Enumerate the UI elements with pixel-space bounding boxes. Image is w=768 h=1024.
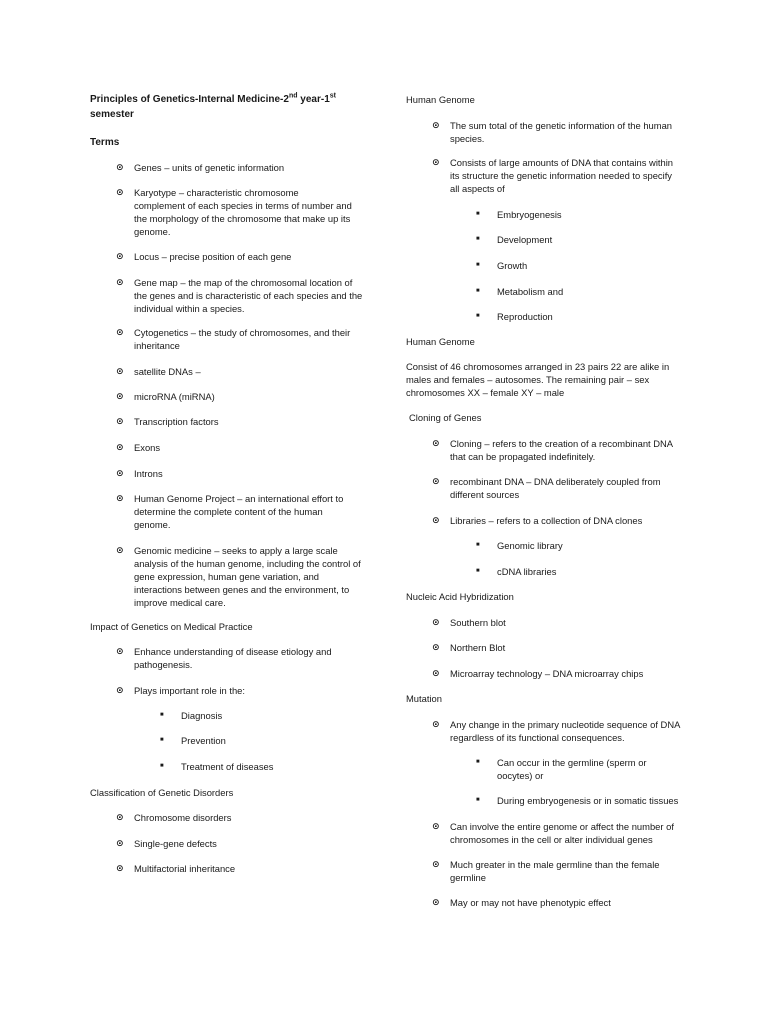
list-item: ⊙ May or may not have phenotypic effect	[432, 897, 611, 908]
bullet-circle-icon: ⊙	[432, 821, 440, 831]
list-item: ⊙ Introns	[116, 468, 163, 479]
bullet-circle-icon: ⊙	[116, 646, 124, 656]
section-heading: Human Genome	[406, 94, 475, 105]
list-item: ⊙ Any change in the primary nucleotide sequence of DNA regardless of its functional consequences.	[432, 719, 680, 743]
section-heading: Cloning of Genes	[409, 412, 482, 423]
list-item: ⊙ Genomic medicine – seeks to apply a large scale analysis of the human genome, including the control of gene expression, human gene variation, and interactions between genes and the environment, to improve medical care.	[116, 545, 361, 608]
section-heading: Terms	[90, 137, 120, 148]
sub-list-item: ■ Can occur in the germline (sperm or oocytes) or	[476, 757, 647, 781]
bullet-square-icon: ■	[476, 313, 480, 319]
bullet-circle-icon: ⊙	[116, 251, 124, 261]
bullet-circle-icon: ⊙	[116, 545, 124, 555]
bullet-circle-icon: ⊙	[116, 416, 124, 426]
section-heading: Human Genome	[406, 336, 475, 347]
sub-list-item: ■ cDNA libraries	[476, 566, 557, 577]
list-item: ⊙ Much greater in the male germline than the female germline	[432, 859, 660, 883]
list-item: ⊙ Southern blot	[432, 617, 506, 628]
paragraph: Consist of 46 chromosomes arranged in 23 pairs 22 are alike in males and females – autosomes. The remaining pair – sex chromosomes XX – female XY – male	[406, 361, 670, 398]
list-item: ⊙ Single-gene defects	[116, 838, 217, 849]
bullet-circle-icon: ⊙	[116, 162, 124, 172]
list-item: ⊙ Cloning – refers to the creation of a recombinant DNA that can be propagated indefinitely.	[432, 438, 673, 462]
list-item: ⊙ Enhance understanding of disease etiology and pathogenesis.	[116, 646, 332, 670]
bullet-circle-icon: ⊙	[116, 277, 124, 287]
bullet-circle-icon: ⊙	[432, 438, 440, 448]
section-heading: Classification of Genetic Disorders	[90, 787, 234, 798]
title-superscript: st	[329, 92, 336, 100]
sub-list-item: ■ Development	[476, 234, 553, 245]
list-item: ⊙ Chromosome disorders	[116, 812, 232, 823]
bullet-square-icon: ■	[476, 236, 480, 242]
title-text: Principles of Genetics-Internal Medicine-2	[90, 94, 289, 105]
section-heading: Mutation	[406, 693, 442, 704]
bullet-circle-icon: ⊙	[432, 719, 440, 729]
bullet-circle-icon: ⊙	[432, 859, 440, 869]
bullet-circle-icon: ⊙	[116, 327, 124, 337]
bullet-square-icon: ■	[476, 542, 480, 548]
document-title	[90, 92, 350, 122]
sub-list-item: ■ Diagnosis	[160, 710, 223, 721]
list-item: ⊙ Exons	[116, 442, 161, 453]
sub-list-item: ■ Growth	[476, 260, 528, 271]
list-item: ⊙ Can involve the entire genome or affect the number of chromosomes in the cell or alter individual genes	[432, 821, 674, 845]
sub-list-item: ■ Genomic library	[476, 540, 563, 551]
bullet-circle-icon: ⊙	[116, 863, 124, 873]
bullet-square-icon: ■	[160, 712, 164, 718]
list-item: ⊙ Human Genome Project – an international effort to determine the complete content of the human genome.	[116, 493, 344, 530]
list-item: ⊙ Multifactorial inheritance	[116, 863, 236, 874]
bullet-square-icon: ■	[476, 759, 480, 765]
bullet-circle-icon: ⊙	[432, 642, 440, 652]
bullet-square-icon: ■	[476, 797, 480, 803]
list-item: ⊙ Consists of large amounts of DNA that contains within its structure the genetic information needed to specify all aspects of	[432, 157, 674, 194]
bullet-circle-icon: ⊙	[432, 515, 440, 525]
bullet-square-icon: ■	[476, 211, 480, 217]
title-text: year-1	[297, 94, 330, 105]
bullet-square-icon: ■	[160, 737, 164, 743]
bullet-circle-icon: ⊙	[116, 468, 124, 478]
bullet-square-icon: ■	[476, 568, 480, 574]
list-item: ⊙ Cytogenetics – the study of chromosomes, and their inheritance	[116, 327, 351, 351]
sub-list-item: ■ Treatment of diseases	[160, 761, 274, 772]
section-heading: Nucleic Acid Hybridization	[406, 591, 514, 602]
sub-list-item: ■ During embryogenesis or in somatic tissues	[476, 795, 679, 806]
bullet-circle-icon: ⊙	[116, 187, 124, 197]
bullet-circle-icon: ⊙	[432, 476, 440, 486]
list-item: ⊙ recombinant DNA – DNA deliberately coupled from different sources	[432, 476, 661, 500]
list-item: ⊙ Genes – units of genetic information	[116, 162, 285, 173]
list-item: ⊙ Karyotype – characteristic chromosome complement of each species in terms of number and the morphology of the chromosome that make up its genome.	[116, 187, 352, 237]
bullet-circle-icon: ⊙	[116, 685, 124, 695]
bullet-circle-icon: ⊙	[116, 493, 124, 503]
bullet-circle-icon: ⊙	[116, 391, 124, 401]
bullet-circle-icon: ⊙	[116, 838, 124, 848]
list-item: ⊙ The sum total of the genetic information of the human species.	[432, 120, 673, 144]
bullet-circle-icon: ⊙	[116, 442, 124, 452]
bullet-circle-icon: ⊙	[432, 617, 440, 627]
section-heading: Impact of Genetics on Medical Practice	[90, 621, 253, 632]
list-item: ⊙ Northern Blot	[432, 642, 506, 653]
bullet-circle-icon: ⊙	[432, 668, 440, 678]
sub-list-item: ■ Reproduction	[476, 311, 553, 322]
sub-list-item: ■ Embryogenesis	[476, 209, 562, 220]
bullet-square-icon: ■	[476, 288, 480, 294]
bullet-square-icon: ■	[476, 262, 480, 268]
list-item: ⊙ Plays important role in the:	[116, 685, 245, 696]
bullet-circle-icon: ⊙	[432, 157, 440, 167]
list-item: ⊙ microRNA (miRNA)	[116, 391, 215, 402]
list-item: ⊙ Locus – precise position of each gene	[116, 251, 292, 262]
title-text: semester	[90, 109, 134, 120]
list-item: ⊙ Gene map – the map of the chromosomal location of the genes and is characteristic of each species and the individual within a species.	[116, 277, 363, 314]
bullet-circle-icon: ⊙	[432, 897, 440, 907]
title-superscript: nd	[288, 92, 298, 100]
list-item: ⊙ satellite DNAs –	[116, 366, 201, 377]
list-item: ⊙ Microarray technology – DNA microarray chips	[432, 668, 644, 679]
sub-list-item: ■ Metabolism and	[476, 286, 564, 297]
list-item: ⊙ Libraries – refers to a collection of DNA clones	[432, 515, 643, 526]
bullet-circle-icon: ⊙	[116, 366, 124, 376]
bullet-circle-icon: ⊙	[432, 120, 440, 130]
list-item: ⊙ Transcription factors	[116, 416, 219, 427]
bullet-square-icon: ■	[160, 763, 164, 769]
sub-list-item: ■ Prevention	[160, 735, 226, 746]
bullet-circle-icon: ⊙	[116, 812, 124, 822]
